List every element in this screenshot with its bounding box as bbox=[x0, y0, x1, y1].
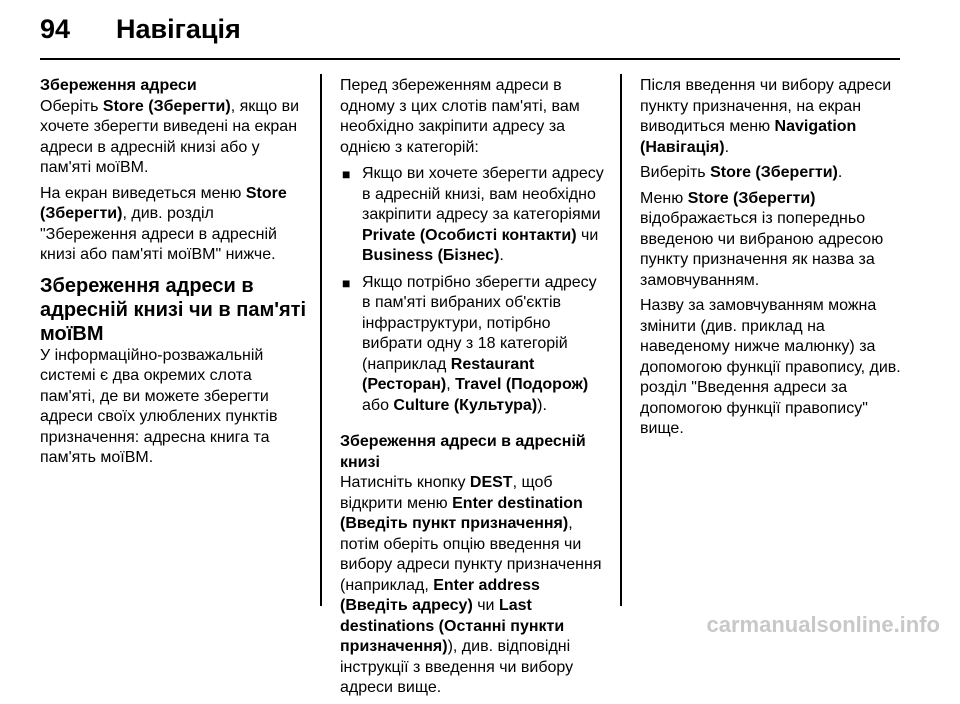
column-2 bbox=[340, 76, 608, 704]
paragraph: Назву за замовчуванням можна змінити (див. приклад на наведеному нижче малюнку) за допомогою функції правопису, див. розділ "Введення адреси за допомогою функції правопису" вище. bbox=[640, 297, 901, 437]
paragraph: Натисніть кнопку DEST, щоб відкрити меню Enter destination (Введіть пункт призначення), потім оберіть опцію введення чи вибору адреси пункту призначення (наприклад, Enter address (Введіть адресу) чи Last destinations (Останні пункти призначення)), див. відповідні інструкції з введення чи вибору адреси вище. bbox=[340, 474, 602, 696]
page-number: 94 bbox=[40, 14, 71, 44]
paragraph: На екран виведеться меню Store (Зберегти), див. розділ "Збереження адреси в адресній книзі або пам'яті моїВМ" нижче. bbox=[40, 184, 287, 263]
column-1 bbox=[40, 76, 308, 474]
watermark: carmanualsonline.info bbox=[706, 612, 940, 637]
bullet-list bbox=[340, 164, 608, 416]
dest-button-term: DEST bbox=[469, 474, 513, 491]
paragraph: Після введення чи вибору адреси пункту призначення, на екран виводиться меню Navigation (Навігація). bbox=[640, 77, 892, 156]
header-rule bbox=[40, 58, 900, 60]
column-3 bbox=[640, 76, 908, 445]
page-title: Навігація bbox=[116, 14, 241, 44]
column-divider-2 bbox=[620, 74, 622, 606]
list-item: ■ Якщо ви хочете зберегти адресу в адресній книзі, вам необхідно закріпити адресу за категоріями Private (Особисті контакти) чи Business (Бізнес). bbox=[342, 165, 604, 264]
paragraph: Перед збереженням адреси в одному з цих слотів пам'яті, вам необхідно закріпити адресу за однією з категорій: bbox=[340, 77, 580, 156]
store-menu-term: Store (Зберегти) bbox=[102, 97, 231, 115]
section-heading-address-book-or-mybm: Збереження адреси в адресній книзі чи в пам'яті моїВМ bbox=[40, 274, 307, 345]
store-menu-term: Store (Зберегти) bbox=[40, 184, 287, 222]
list-item: ■ Якщо потрібно зберегти адресу в пам'яті вибраних об'єктів інфраструктури, потірбно вибрати одну з 18 категорій (наприклад Restaurant (Ресторан), Travel (Подорож) або Culture (Культура)). bbox=[342, 273, 597, 414]
section-heading-save-address: Збереження адреси bbox=[40, 77, 197, 94]
paragraph: Оберіть Store (Зберегти), якщо ви хочете зберегти виведені на екран адреси в адресній книзі або у пам'яті моїВМ. bbox=[40, 97, 300, 176]
section-heading-save-in-address-book: Збереження адреси в адресній книзі bbox=[340, 433, 586, 471]
paragraph: У інформаційно-розважальній системі є два окремих слота пам'яті, де ви можете зберегти адреси своїх улюблених пунктів призначення: адресна книга та пам'ять моїВМ. bbox=[40, 346, 278, 466]
bullet-icon: ■ bbox=[342, 274, 351, 291]
bullet-icon: ■ bbox=[342, 166, 351, 182]
page-header bbox=[40, 8, 920, 52]
paragraph: Виберіть Store (Зберегти). bbox=[640, 164, 843, 181]
paragraph: Меню Store (Зберегти) відображається із попередньо введеною чи вибраною адресою пункту призначення як назва за замовчуванням. bbox=[640, 189, 884, 289]
column-divider-1 bbox=[320, 74, 322, 606]
